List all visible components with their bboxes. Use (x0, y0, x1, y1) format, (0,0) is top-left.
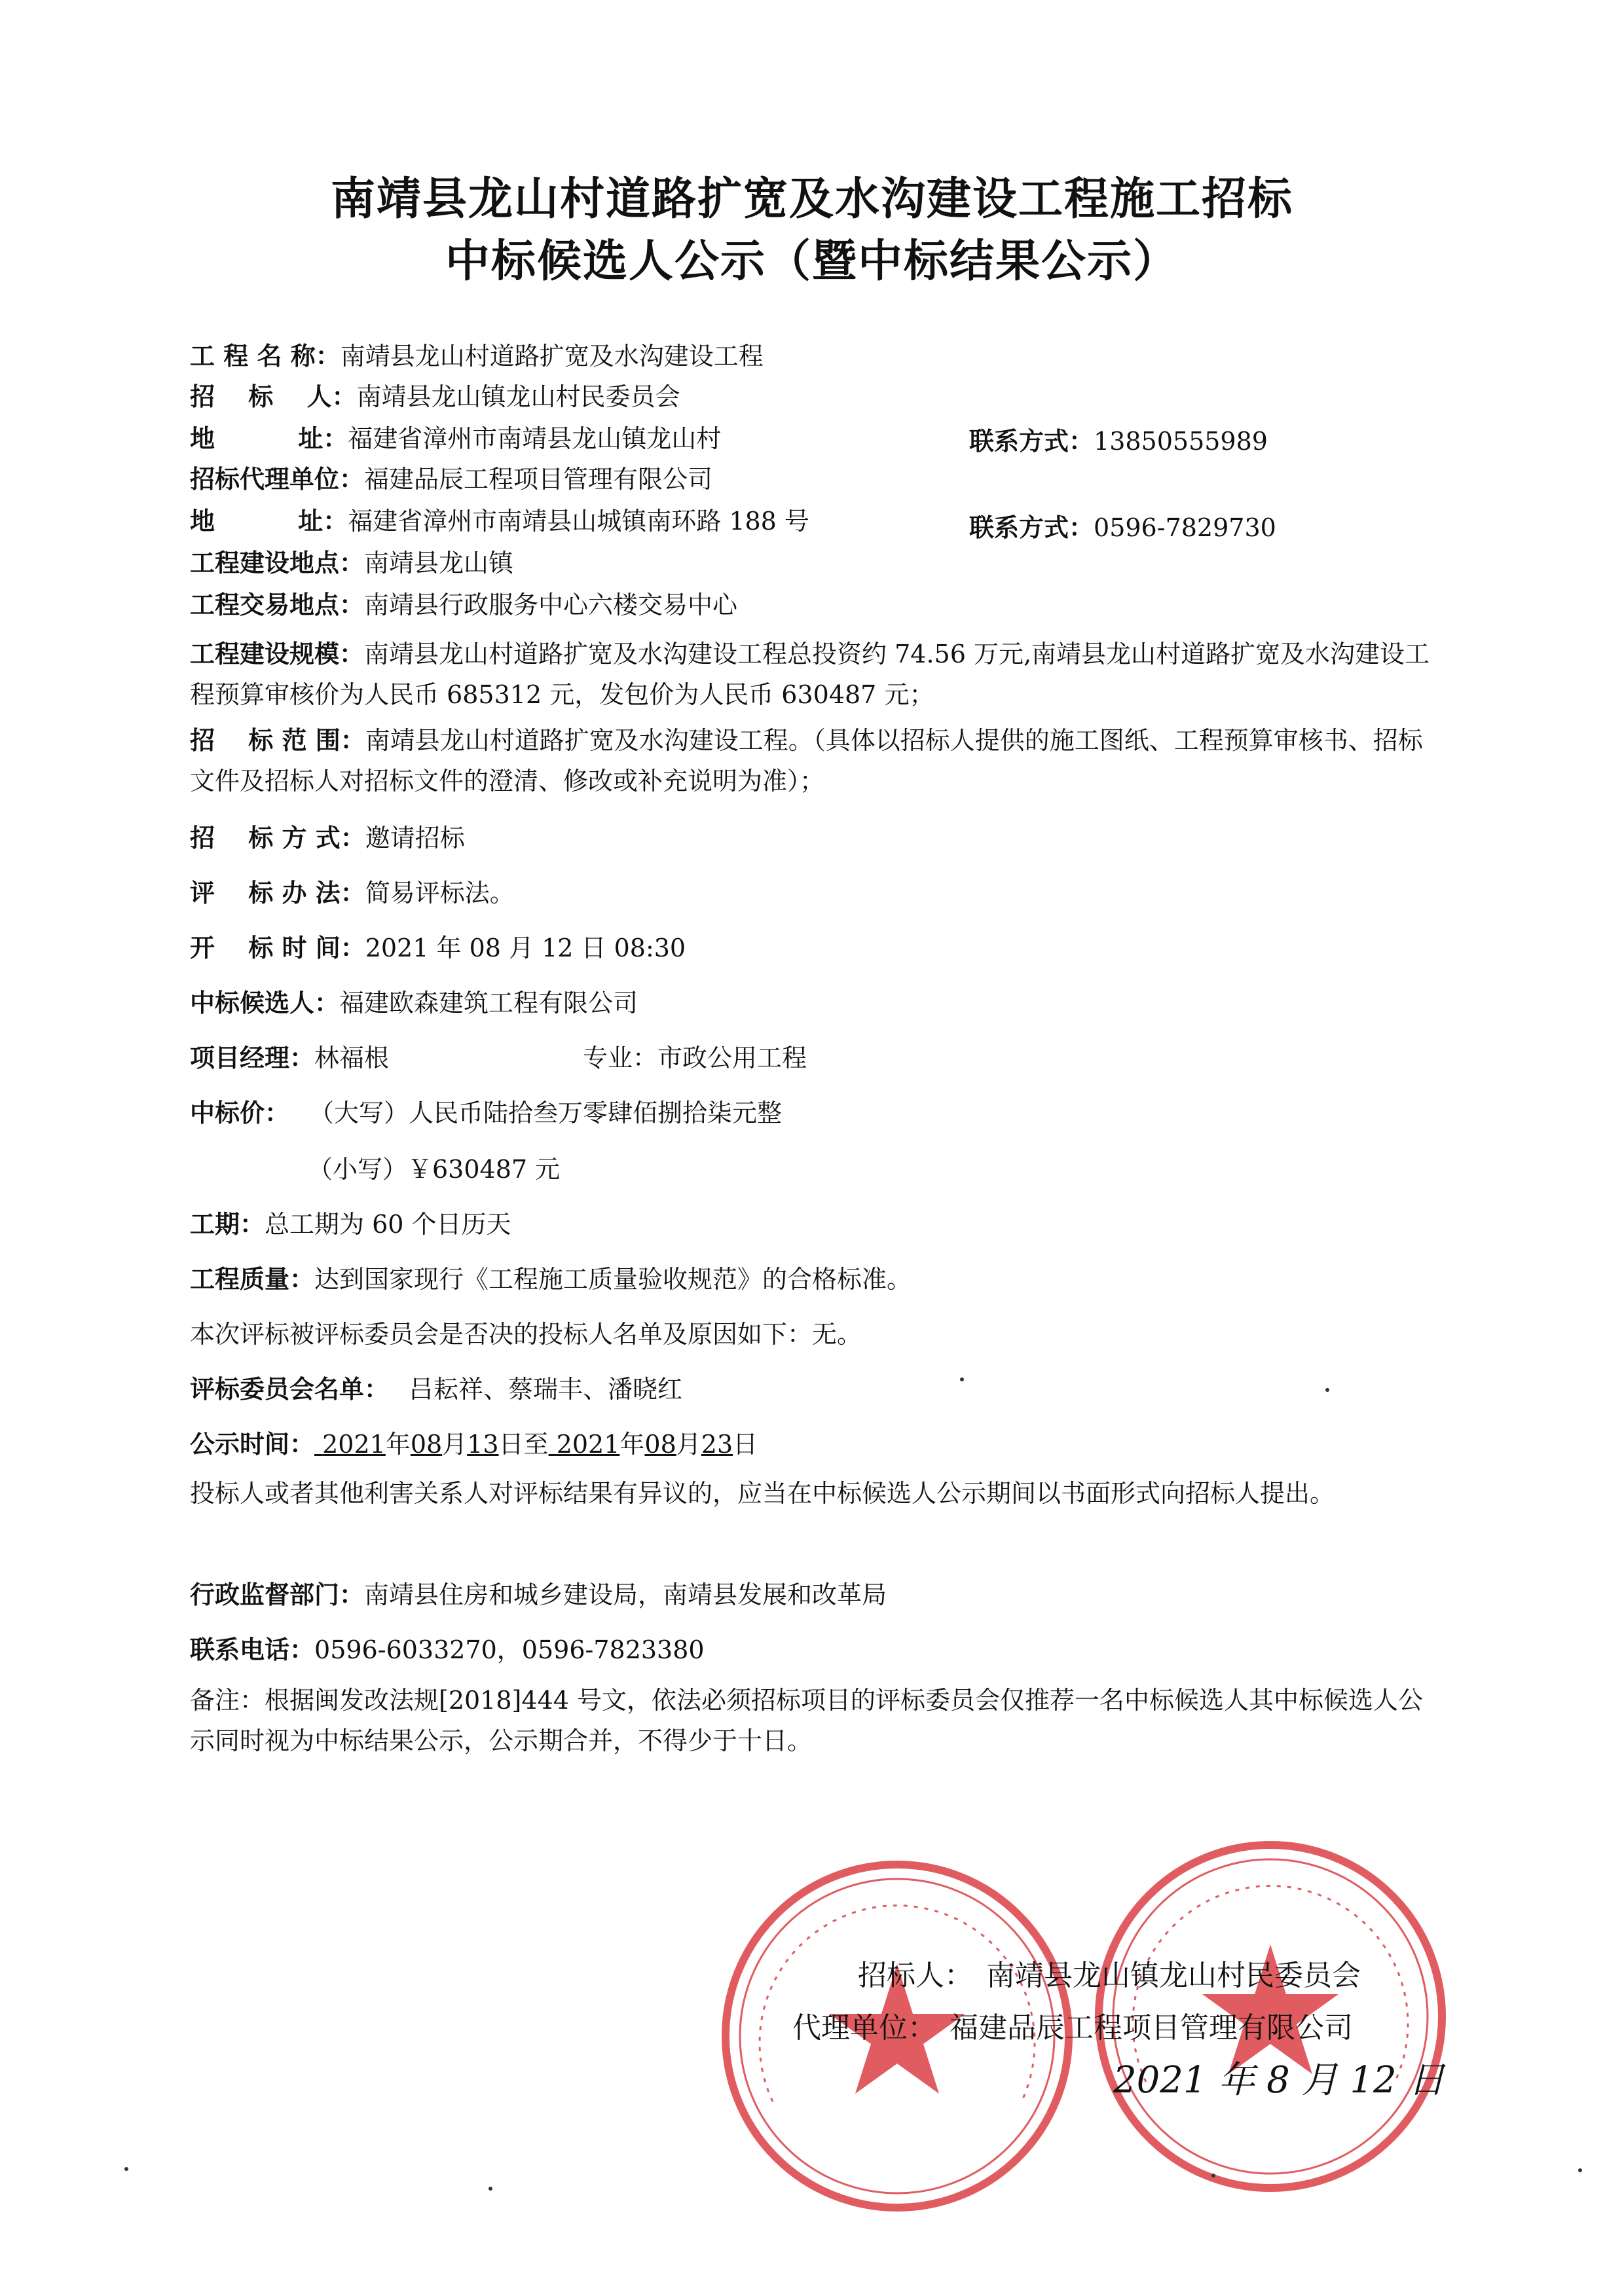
field-agency-contact: 联系方式：0596-7829730 (969, 513, 1276, 542)
field-scale: 工程建设规模：南靖县龙山村道路扩宽及水沟建设工程总投资约 74.56 万元,南靖县龙山村道路扩宽及水沟建设工程预算审核价为人民币 685312 元，发包价为人民币 630487 元； (190, 640, 1430, 709)
field-price-lower: （小写）￥630487 元 (308, 1155, 561, 1184)
field-specialty: 专业：市政公用工程 (583, 1044, 807, 1072)
field-objection: 投标人或者其他利害关系人对评标结果有异议的，应当在中标候选人公示期间以书面形式向招标人提出。 (190, 1479, 1335, 1508)
field-eval: 评 标 办 法：简易评标法。 (190, 879, 515, 907)
signature-agent: 代理单位： 福建品辰工程项目管理有限公司 (792, 2011, 1353, 2045)
field-remark: 备注：根据闽发改法规[2018]444 号文，依法必须招标项目的评标委员会仅推荐一名中标候选人其中标候选人公示同时视为中标结果公示，公示期合并，不得少于十日。 (190, 1686, 1423, 1755)
scan-speck (1211, 2174, 1215, 2178)
signature-date: 2021 年 8 月 12 日 (1113, 2059, 1445, 2102)
scan-speck (1578, 2168, 1582, 2172)
field-manager: 项目经理：林福根 (190, 1044, 390, 1072)
field-open-time: 开 标 时 间：2021 年 08 月 12 日 08:30 (190, 934, 686, 962)
field-trade-site: 工程交易地点：南靖县行政服务中心六楼交易中心 (190, 591, 738, 619)
scan-speck (1325, 1388, 1329, 1392)
field-publicity: 公示时间： 2021年08月13日至 2021年08月23日 (190, 1430, 758, 1459)
scan-speck (124, 2167, 128, 2171)
field-build-site: 工程建设地点：南靖县龙山镇 (190, 549, 514, 577)
field-supervision: 行政监督部门：南靖县住房和城乡建设局，南靖县发展和改革局 (190, 1580, 887, 1609)
field-phone: 联系电话：0596-6033270，0596-7823380 (190, 1635, 705, 1664)
scan-speck (489, 2187, 492, 2191)
field-period: 工期：总工期为 60 个日历天 (190, 1210, 511, 1239)
field-method: 招 标 方 式：邀请招标 (190, 824, 465, 852)
field-price-upper: 中标价： （大写）人民币陆拾叁万零肆佰捌拾柒元整 (190, 1099, 783, 1127)
field-project-name: 工 程 名 称：南靖县龙山村道路扩宽及水沟建设工程 (190, 342, 764, 371)
scan-speck (960, 1377, 964, 1381)
field-tenderer: 招 标 人：南靖县龙山镇龙山村民委员会 (190, 382, 680, 411)
document-subtitle: 中标候选人公示（暨中标结果公示） (445, 236, 1179, 287)
field-tenderer-contact: 联系方式：13850555989 (969, 427, 1268, 456)
field-quality: 工程质量：达到国家现行《工程施工质量验收规范》的合格标准。 (190, 1265, 912, 1294)
field-agency: 招标代理单位：福建品辰工程项目管理有限公司 (190, 465, 713, 494)
field-scope: 招 标 范 围：南靖县龙山村道路扩宽及水沟建设工程。（具体以招标人提供的施工图纸、工程预算审核书、招标文件及招标人对招标文件的澄清、修改或补充说明为准）； (190, 726, 1423, 795)
field-agency-address: 地 址：福建省漳州市南靖县山城镇南环路 188 号 (190, 507, 809, 536)
field-candidate: 中标候选人：福建欧森建筑工程有限公司 (190, 989, 638, 1017)
field-committee: 评标委员会名单： 吕耘祥、蔡瑞丰、潘晓红 (190, 1375, 683, 1404)
field-tenderer-address: 地 址：福建省漳州市南靖县龙山镇龙山村 (190, 424, 722, 453)
document-title: 南靖县龙山村道路扩宽及水沟建设工程施工招标 (330, 173, 1293, 225)
field-rejected: 本次评标被评标委员会是否决的投标人名单及原因如下：无。 (190, 1320, 862, 1349)
signature-tenderer: 招标人： 南靖县龙山镇龙山村民委员会 (858, 1959, 1361, 1992)
